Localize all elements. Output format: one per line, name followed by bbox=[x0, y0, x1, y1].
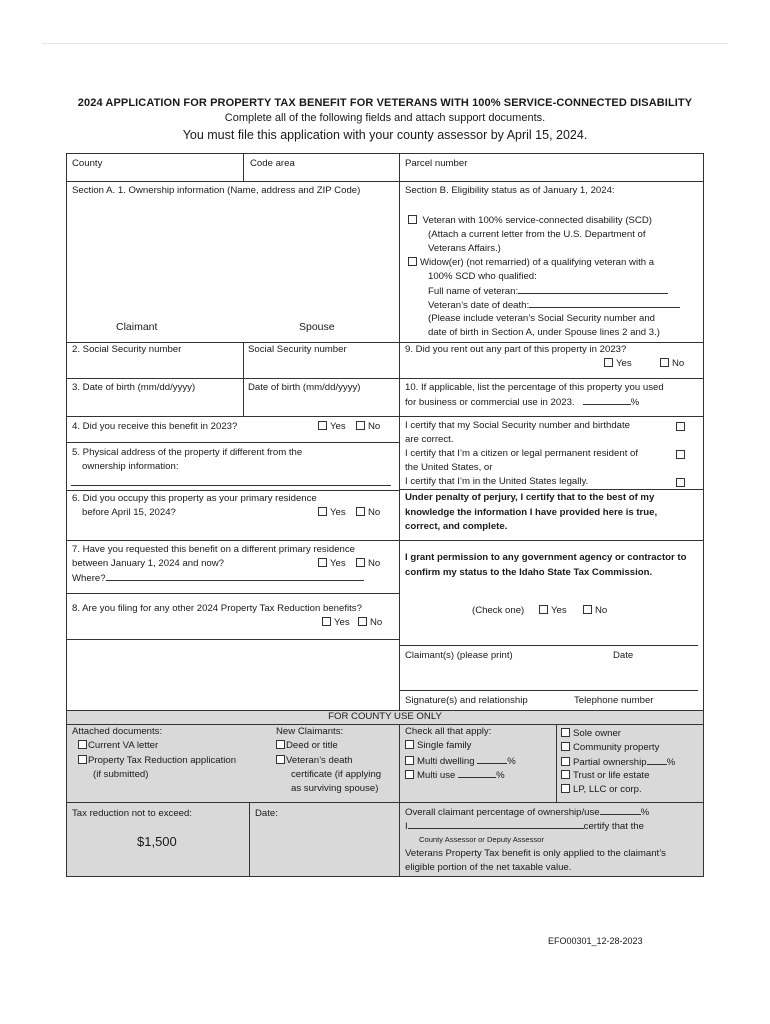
county-field[interactable]: County bbox=[72, 158, 103, 169]
permission-no-checkbox[interactable] bbox=[583, 605, 592, 614]
permission-yes-checkbox[interactable] bbox=[539, 605, 548, 614]
claimant-dob-field[interactable]: 3. Date of birth (mm/dd/yyyy) bbox=[72, 382, 196, 393]
q4-no-option[interactable]: No bbox=[356, 420, 380, 434]
multi-dwelling-option[interactable]: Multi dwelling % bbox=[405, 754, 516, 769]
permission-yes-option[interactable]: Yes bbox=[539, 604, 567, 618]
certify-citizen-text: I certify that I’m a citizen or legal permanent resident of bbox=[405, 448, 639, 459]
certify-ssn-text: I certify that my Social Security number and birthdate bbox=[405, 420, 631, 431]
single-family-checkbox[interactable] bbox=[405, 740, 414, 749]
q4-yes-checkbox[interactable] bbox=[318, 421, 327, 430]
death-certificate-checkbox[interactable] bbox=[276, 755, 285, 764]
form-title: 2024 APPLICATION FOR PROPERTY TAX BENEFIT FOR VETERANS WITH 100% SERVICE-CONNECTED DISABILITY bbox=[77, 97, 693, 109]
q4-no-checkbox[interactable] bbox=[356, 421, 365, 430]
partial-ownership-option[interactable]: Partial ownership % bbox=[561, 755, 675, 770]
q9-yes-option[interactable]: Yes bbox=[604, 357, 632, 371]
form-subtitle: Complete all of the following fields and attach support documents. bbox=[224, 112, 546, 124]
q6-question-line2: before April 15, 2024? bbox=[82, 507, 176, 518]
death-certificate-note-2: as surviving spouse) bbox=[291, 783, 379, 794]
q6-no-checkbox[interactable] bbox=[356, 507, 365, 516]
county-use-banner: FOR COUNTY USE ONLY bbox=[328, 711, 442, 722]
q7-yes-option[interactable]: Yes bbox=[318, 557, 346, 571]
assessor-certify-field[interactable]: I certify that the bbox=[405, 821, 644, 832]
q7-no-checkbox[interactable] bbox=[356, 558, 365, 567]
spouse-label: Spouse bbox=[299, 321, 335, 333]
parcel-number-field[interactable]: Parcel number bbox=[405, 158, 468, 169]
q10-question-line1: 10. If applicable, list the percentage of this property you used bbox=[405, 382, 664, 393]
q8-yes-option[interactable]: Yes bbox=[322, 616, 350, 630]
q6-no-option[interactable]: No bbox=[356, 506, 380, 520]
community-property-option[interactable]: Community property bbox=[561, 741, 659, 755]
signature-date-field[interactable]: Date bbox=[613, 650, 634, 661]
filing-deadline: You must file this application with your county assessor by April 15, 2024. bbox=[182, 128, 588, 142]
q7-no-option[interactable]: No bbox=[356, 557, 380, 571]
q7-question-line1: 7. Have you requested this benefit on a different primary residence bbox=[72, 544, 356, 555]
check-one-label: (Check one) bbox=[472, 605, 525, 616]
check-all-title: Check all that apply: bbox=[405, 726, 492, 737]
top-rule bbox=[42, 43, 728, 44]
q6-question-line1: 6. Did you occupy this property as your primary residence bbox=[72, 493, 317, 504]
q8-yes-checkbox[interactable] bbox=[322, 617, 331, 626]
overall-percentage-field[interactable]: Overall claimant percentage of ownership/use % bbox=[405, 807, 650, 818]
q6-yes-checkbox[interactable] bbox=[318, 507, 327, 516]
section-b-title: Section B. Eligibility status as of January 1, 2024: bbox=[405, 185, 615, 196]
q8-no-checkbox[interactable] bbox=[358, 617, 367, 626]
q8-no-option[interactable]: No bbox=[358, 616, 382, 630]
q9-no-checkbox[interactable] bbox=[660, 358, 669, 367]
benefit-note-1: Veterans Property Tax benefit is only applied to the claimant’s bbox=[405, 848, 666, 859]
q9-no-option[interactable]: No bbox=[660, 357, 684, 371]
q4-yes-option[interactable]: Yes bbox=[318, 420, 346, 434]
veteran-option[interactable]: Veteran with 100% service-connected disability (SCD) bbox=[408, 214, 652, 228]
veteran-death-date-field[interactable]: Veteran’s date of death: bbox=[428, 298, 680, 313]
ptr-application-option[interactable]: Property Tax Reduction application bbox=[78, 754, 236, 768]
llc-checkbox[interactable] bbox=[561, 784, 570, 793]
tax-reduction-label: Tax reduction not to exceed: bbox=[72, 808, 192, 819]
widow-option[interactable]: Widow(er) (not remarried) of a qualifying veteran with a bbox=[408, 256, 654, 270]
q5-address-line[interactable] bbox=[71, 485, 391, 486]
va-letter-checkbox[interactable] bbox=[78, 740, 87, 749]
sole-owner-checkbox[interactable] bbox=[561, 728, 570, 737]
perjury-statement-1: Under penalty of perjury, I certify that to the best of my bbox=[405, 492, 655, 503]
q7-where-field[interactable]: Where? bbox=[72, 571, 364, 586]
q6-yes-option[interactable]: Yes bbox=[318, 506, 346, 520]
benefit-note-2: eligible portion of the net taxable value. bbox=[405, 862, 572, 873]
widow-checkbox[interactable] bbox=[408, 257, 417, 266]
single-family-option[interactable]: Single family bbox=[405, 739, 471, 753]
va-letter-option[interactable]: Current VA letter bbox=[78, 739, 158, 753]
certify-ssn-checkbox[interactable] bbox=[676, 422, 685, 431]
q7-question-line2: between January 1, 2024 and now? bbox=[72, 558, 225, 569]
veteran-note-2: Veterans Affairs.) bbox=[428, 243, 501, 254]
q9-yes-checkbox[interactable] bbox=[604, 358, 613, 367]
application-form bbox=[66, 153, 704, 877]
certify-citizen-checkbox[interactable] bbox=[676, 450, 685, 459]
include-note-1: (Please include veteran’s Social Security number and bbox=[428, 313, 655, 324]
claimant-print-name-field[interactable]: Claimant(s) (please print) bbox=[405, 650, 513, 661]
perjury-statement-2: knowledge the information I have provided here is true, bbox=[405, 507, 658, 518]
permission-statement-1: I grant permission to any government agency or contractor to bbox=[405, 552, 687, 563]
q9-rent-question: 9. Did you rent out any part of this property in 2023? bbox=[405, 344, 627, 355]
attached-documents-title: Attached documents: bbox=[72, 726, 163, 737]
veteran-checkbox[interactable] bbox=[408, 215, 417, 224]
certify-legal-text: I certify that I’m in the United States legally. bbox=[405, 476, 589, 487]
q7-yes-checkbox[interactable] bbox=[318, 558, 327, 567]
assessor-caption: County Assessor or Deputy Assessor bbox=[419, 835, 544, 844]
perjury-statement-3: correct, and complete. bbox=[405, 521, 508, 532]
partial-ownership-checkbox[interactable] bbox=[561, 757, 570, 766]
new-claimants-title: New Claimants: bbox=[276, 726, 344, 737]
q4-question: 4. Did you receive this benefit in 2023? bbox=[72, 421, 238, 432]
ptr-application-note: (if submitted) bbox=[93, 769, 149, 780]
certify-legal-checkbox[interactable] bbox=[676, 478, 685, 487]
county-date-field[interactable]: Date: bbox=[255, 808, 278, 819]
multi-use-checkbox[interactable] bbox=[405, 770, 414, 779]
deed-option[interactable]: Deed or title bbox=[276, 739, 338, 753]
ptr-application-checkbox[interactable] bbox=[78, 755, 87, 764]
sole-owner-option[interactable]: Sole owner bbox=[561, 727, 621, 741]
deed-checkbox[interactable] bbox=[276, 740, 285, 749]
telephone-field[interactable]: Telephone number bbox=[574, 695, 654, 706]
q5-question-line1: 5. Physical address of the property if different from the bbox=[72, 447, 303, 458]
llc-option[interactable]: LP, LLC or corp. bbox=[561, 783, 642, 797]
death-certificate-option[interactable]: Veteran’s death bbox=[276, 754, 353, 768]
include-note-2: date of birth in Section A, under Spouse lines 2 and 3.) bbox=[428, 327, 661, 338]
spouse-dob-field[interactable]: Date of birth (mm/dd/yyyy) bbox=[248, 382, 361, 393]
certify-ssn-text-2: are correct. bbox=[405, 434, 454, 445]
spouse-ssn-field[interactable]: Social Security number bbox=[248, 344, 347, 355]
death-certificate-note-1: certificate (if applying bbox=[291, 769, 382, 780]
signature-field[interactable]: Signature(s) and relationship bbox=[405, 695, 528, 706]
veteran-note-1: (Attach a current letter from the U.S. Department of bbox=[428, 229, 646, 240]
widow-note: 100% SCD who qualified: bbox=[428, 271, 537, 282]
community-property-checkbox[interactable] bbox=[561, 742, 570, 751]
form-id: EFO00301_12-28-2023 bbox=[548, 936, 643, 946]
q8-question: 8. Are you filing for any other 2024 Property Tax Reduction benefits? bbox=[72, 603, 362, 614]
veteran-full-name-field[interactable]: Full name of veteran: bbox=[428, 284, 668, 299]
certify-citizen-text-2: the United States, or bbox=[405, 462, 493, 473]
q5-question-line2: ownership information: bbox=[82, 461, 179, 472]
code-area-field[interactable]: Code area bbox=[250, 158, 295, 169]
tax-reduction-amount: $1,500 bbox=[137, 834, 177, 849]
multi-use-option[interactable]: Multi use % bbox=[405, 768, 505, 783]
permission-statement-2: confirm my status to the Idaho State Tax Commission. bbox=[405, 567, 653, 578]
claimant-label: Claimant bbox=[116, 321, 158, 333]
claimant-ssn-field[interactable]: 2. Social Security number bbox=[72, 344, 182, 355]
multi-dwelling-checkbox[interactable] bbox=[405, 756, 414, 765]
trust-checkbox[interactable] bbox=[561, 770, 570, 779]
trust-option[interactable]: Trust or life estate bbox=[561, 769, 649, 783]
q10-percentage-field[interactable]: for business or commercial use in 2023. % bbox=[405, 397, 640, 408]
permission-no-option[interactable]: No bbox=[583, 604, 607, 618]
section-a-title: Section A. 1. Ownership information (Name, address and ZIP Code) bbox=[72, 185, 361, 196]
